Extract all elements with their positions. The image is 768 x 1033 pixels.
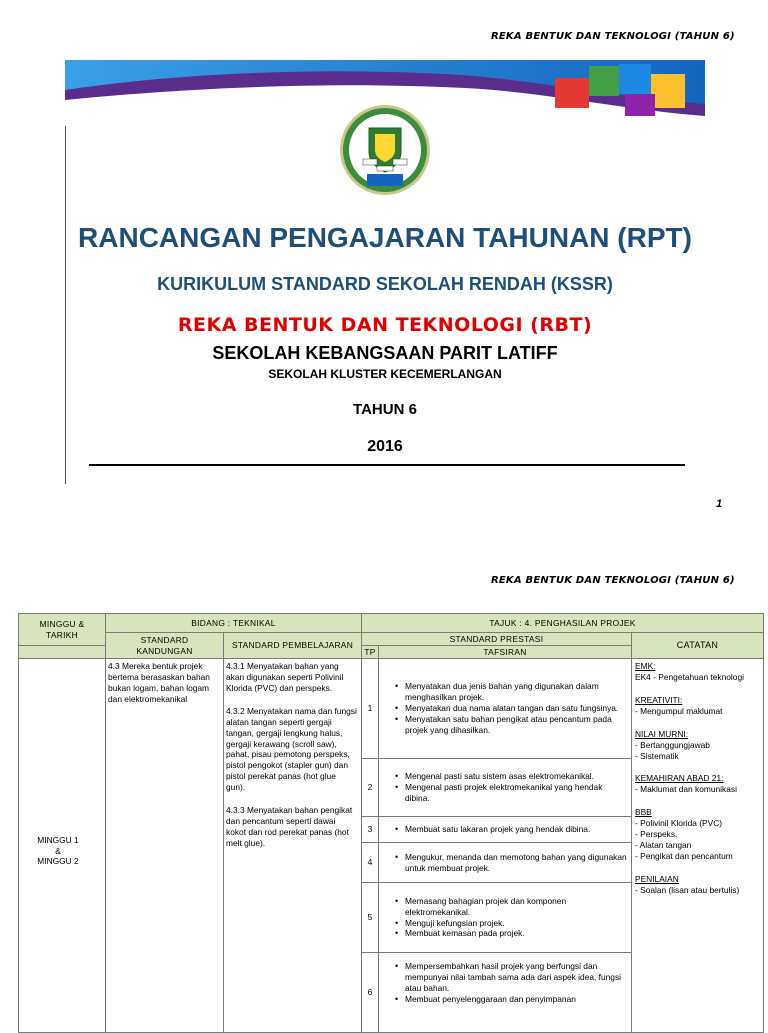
- sp-item: 4.3.1 Menyatakan bahan yang akan digunakan seperti Polivinil Klorida (PVC) dan perspeks.: [226, 661, 344, 693]
- sp-cell: [224, 659, 362, 1033]
- tafsiran-cell: [379, 953, 632, 1033]
- catatan-line: - Maklumat dan komunikasi: [635, 784, 737, 795]
- running-header: REKA BENTUK DAN TEKNOLOGI (TAHUN 6): [491, 31, 735, 42]
- school-status: SEKOLAH KLUSTER KECEMERLANGAN: [268, 367, 502, 381]
- school-logo: [339, 104, 431, 196]
- year-level: TAHUN 6: [353, 401, 417, 418]
- tp-cell: 6: [362, 953, 379, 1033]
- tafsiran-cell: [379, 759, 632, 817]
- tafsiran-item: • Mempersembahkan hasil projek yang berfungsi dan mempunyai nilai tambah sama ada dari aspek idea, fungsi atau bahan.: [405, 961, 629, 994]
- tafsiran-item: • Mengenal pasti satu sistem asas elektromekanikal.: [405, 771, 629, 782]
- tafsiran-item: • Mengukur, menanda dan memotong bahan yang digunakan untuk membuat projek.: [405, 852, 629, 874]
- tp-cell: 3: [362, 817, 379, 843]
- tafsiran-header: TAFSIRAN: [379, 646, 632, 659]
- catatan-line: EK4 - Pengetahuan teknologi: [635, 671, 744, 682]
- catatan-line: - Perspeks.: [635, 829, 678, 840]
- catatan-heading: KREATIVITI:: [635, 694, 683, 705]
- curriculum-title: KURIKULUM STANDARD SEKOLAH RENDAH (KSSR): [157, 274, 613, 294]
- tafsiran-cell: [379, 883, 632, 953]
- tafsiran-item: • Membuat penyelenggaraan dan penyimpanan: [405, 994, 629, 1005]
- tafsiran-item: • Menguji kefungsian projek.: [405, 918, 629, 929]
- minggu-header-spacer: [19, 646, 106, 659]
- tp-cell: 5: [362, 883, 379, 953]
- page-title: RANCANGAN PENGAJARAN TAHUNAN (RPT): [78, 222, 692, 253]
- minggu-header: MINGGU & TARIKH: [19, 614, 106, 646]
- tafsiran-item: • Memasang bahagian projek dan komponen elektromekanikal.: [405, 896, 629, 918]
- catatan-heading: EMK:: [635, 661, 656, 671]
- tp-cell: 1: [362, 659, 379, 759]
- tp-cell: 2: [362, 759, 379, 817]
- sp-header: STANDARD PEMBELAJARAN: [224, 633, 362, 659]
- sk-cell: [106, 659, 224, 1033]
- catatan-line: - Alatan tangan: [635, 840, 692, 851]
- sp-item: 4.3.2 Menyatakan nama dan fungsi alatan tangan seperti gergaji tangan, gergaji lengkung halus, gergaji kerawang (scroll saw), pahat, pisau pemotong perspeks, pistol pengokot (stapler gun) dan pistol perekat panas (hot glue gun).: [226, 705, 357, 793]
- rpt-table: [18, 613, 764, 1033]
- running-header: REKA BENTUK DAN TEKNOLOGI (TAHUN 6): [491, 575, 735, 586]
- tafsiran-item: • Membuat satu lakaran projek yang hendak dibina.: [405, 824, 629, 835]
- tp-cell: 4: [362, 843, 379, 883]
- tafsiran-item: • Menyatakan satu bahan pengikat atau pencantum pada projek yang dihasilkan.: [405, 714, 629, 736]
- catatan-line: - Sistematik: [635, 750, 679, 761]
- school-name: SEKOLAH KEBANGSAAN PARIT LATIFF: [212, 343, 558, 363]
- sk-text: 4.3 Mereka bentuk projek bertema berasaskan bahan bukan logam, bahan logam dan elektromekanikal: [108, 661, 210, 704]
- tp-header: TP: [362, 646, 379, 659]
- catatan-line: - Soalan (lisan atau bertulis): [635, 884, 740, 895]
- prestasi-header: STANDARD PRESTASI: [362, 633, 632, 646]
- minggu-cell: [19, 659, 106, 1033]
- tafsiran-cell: [379, 843, 632, 883]
- tafsiran-item: • Mengenal pasti projek elektromekanikal yang hendak dibina.: [405, 782, 629, 804]
- minggu-text: MINGGU 1 & MINGGU 2: [37, 834, 79, 867]
- catatan-line: - Pengikat dan pencantum: [635, 850, 733, 861]
- catatan-heading: PENILAIAN: [635, 873, 679, 884]
- catatan-line: - Polivinil Klorida (PVC): [635, 818, 723, 829]
- catatan-heading: BBB: [635, 807, 652, 818]
- tafsiran-item: • Membuat kemasan pada projek.: [405, 928, 629, 939]
- tajuk-header: TAJUK : 4. PENGHASILAN PROJEK: [362, 614, 764, 633]
- tafsiran-cell: [379, 659, 632, 759]
- subject-title: REKA BENTUK DAN TEKNOLOGI (RBT): [177, 314, 593, 336]
- sp-item: 4.3.3 Menyatakan bahan pengikat dan pencantum seperti dawai kokot dan rod perekat panas (hot melt glue).: [226, 805, 353, 848]
- catatan-heading: NILAI MURNI:: [635, 728, 689, 739]
- page-number: 1: [716, 498, 723, 510]
- catatan-line: - Mengumpul maklumat: [635, 705, 723, 716]
- catatan-heading: KEMAHIRAN ABAD 21:: [635, 773, 724, 784]
- year: 2016: [367, 438, 403, 455]
- bidang-header: BIDANG : TEKNIKAL: [106, 614, 362, 633]
- divider: [89, 464, 685, 466]
- catatan-line: - Bertanggungjawab: [635, 739, 710, 750]
- catatan-header: CATATAN: [632, 633, 764, 659]
- tafsiran-cell: [379, 817, 632, 843]
- catatan-cell: [632, 659, 764, 1033]
- tafsiran-item: • Menyatakan dua nama alatan tangan dan satu fungsinya.: [405, 703, 629, 714]
- tafsiran-item: • Menyatakan dua jenis bahan yang digunakan dalam menghasilkan projek.: [405, 681, 629, 703]
- sk-header: STANDARD KANDUNGAN: [106, 633, 224, 659]
